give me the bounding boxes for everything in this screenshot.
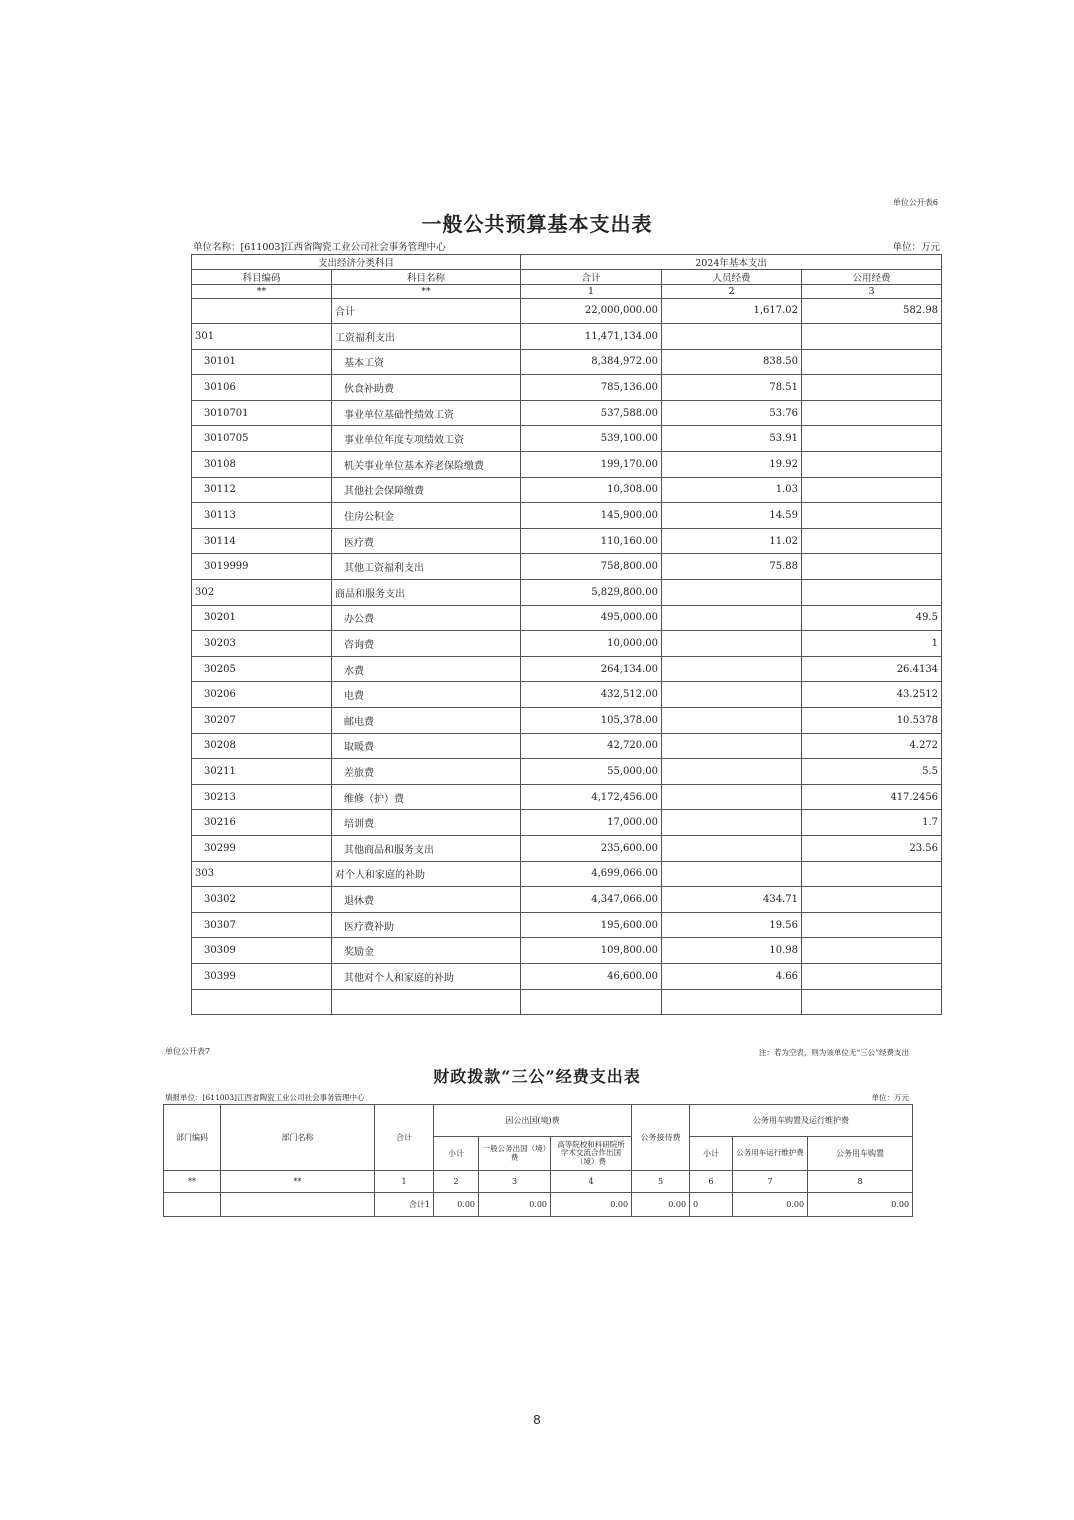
public-cell — [802, 989, 942, 1015]
public-cell — [802, 912, 942, 938]
personnel-cell: 11.02 — [662, 528, 802, 554]
code-cell: 30113 — [192, 503, 332, 529]
t2-header-abroad-group: 因公出国(境)费 — [434, 1105, 632, 1137]
name-cell: 其他商品和服务支出 — [332, 835, 521, 861]
total-cell: 55,000.00 — [521, 759, 662, 785]
personnel-cell — [662, 733, 802, 759]
t2-total-cell: 0.00 — [434, 1193, 479, 1217]
code-cell: 30299 — [192, 835, 332, 861]
t2-header-dept-name: 部门名称 — [221, 1105, 375, 1171]
total-cell: 8,384,972.00 — [521, 349, 662, 375]
public-cell: 5.5 — [802, 759, 942, 785]
table1-unit-name: 单位名称：[611003]江西省陶瓷工业公司社会事务管理中心 — [193, 242, 446, 253]
total-cell: 264,134.00 — [521, 656, 662, 682]
code-cell: 30101 — [192, 349, 332, 375]
table2-unit-name: 填报单位：[611003]江西省陶瓷工业公司社会事务管理中心 — [165, 1093, 365, 1102]
name-cell — [332, 989, 521, 1015]
personnel-cell — [662, 682, 802, 708]
code-cell: 30206 — [192, 682, 332, 708]
t2-index-cell: 4 — [551, 1171, 632, 1193]
name-cell: 医疗费 — [332, 528, 521, 554]
t2-index-cell: 3 — [479, 1171, 551, 1193]
public-cell: 10.5378 — [802, 708, 942, 734]
table-row — [192, 912, 942, 938]
code-cell — [192, 989, 332, 1015]
name-cell: 退休费 — [332, 887, 521, 913]
three-public-expenses-table — [163, 1104, 913, 1217]
total-cell: 785,136.00 — [521, 375, 662, 401]
total-cell: 432,512.00 — [521, 682, 662, 708]
table-row — [192, 477, 942, 503]
total-cell: 4,347,066.00 — [521, 887, 662, 913]
t2-total-cell: 0 — [690, 1193, 733, 1217]
table-row — [192, 375, 942, 401]
public-cell — [802, 375, 942, 401]
total-cell: 46,600.00 — [521, 963, 662, 989]
public-cell — [802, 580, 942, 606]
code-cell: 30208 — [192, 733, 332, 759]
personnel-cell: 78.51 — [662, 375, 802, 401]
t2-header-academic-abroad: 高等院校和科研院所学术交流合作出国（境）费 — [551, 1137, 632, 1171]
personnel-cell — [662, 784, 802, 810]
total-cell: 10,308.00 — [521, 477, 662, 503]
table-row — [192, 580, 942, 606]
index-cell: 2 — [662, 285, 802, 299]
table1-unit: 单位：万元 — [892, 242, 940, 253]
t2-total-cell: 0.00 — [808, 1193, 913, 1217]
t2-total-row — [164, 1193, 913, 1217]
name-cell: 住房公积金 — [332, 503, 521, 529]
table-row — [192, 324, 942, 350]
personnel-cell — [662, 989, 802, 1015]
table-row — [192, 656, 942, 682]
personnel-cell: 1,617.02 — [662, 298, 802, 324]
personnel-cell — [662, 580, 802, 606]
table-row — [192, 452, 942, 478]
personnel-cell: 4.66 — [662, 963, 802, 989]
t2-header-dept-code: 部门编码 — [164, 1105, 221, 1171]
personnel-cell — [662, 759, 802, 785]
personnel-cell: 434.71 — [662, 887, 802, 913]
table-row — [192, 963, 942, 989]
t2-index-row — [164, 1171, 913, 1193]
t2-index-cell: 5 — [632, 1171, 690, 1193]
public-cell: 582.98 — [802, 298, 942, 324]
personnel-cell: 838.50 — [662, 349, 802, 375]
column-header-row — [192, 270, 942, 285]
total-cell: 11,471,134.00 — [521, 324, 662, 350]
total-cell: 42,720.00 — [521, 733, 662, 759]
table-row — [192, 733, 942, 759]
name-cell: 基本工资 — [332, 349, 521, 375]
t2-index-cell: 1 — [375, 1171, 434, 1193]
personnel-cell: 53.91 — [662, 426, 802, 452]
code-cell: 302 — [192, 580, 332, 606]
table-row — [192, 528, 942, 554]
personnel-cell — [662, 861, 802, 887]
index-cell: ** — [332, 285, 521, 299]
name-cell: 机关事业单位基本养老保险缴费 — [332, 452, 521, 478]
name-cell: 其他社会保障缴费 — [332, 477, 521, 503]
name-cell: 邮电费 — [332, 708, 521, 734]
public-cell — [802, 861, 942, 887]
code-cell: 301 — [192, 324, 332, 350]
name-cell: 伙食补助费 — [332, 375, 521, 401]
code-cell: 30307 — [192, 912, 332, 938]
personnel-cell: 75.88 — [662, 554, 802, 580]
name-cell: 其他对个人和家庭的补助 — [332, 963, 521, 989]
name-cell: 医疗费补助 — [332, 912, 521, 938]
public-cell — [802, 528, 942, 554]
public-cell — [802, 349, 942, 375]
table2-note: 注：若为空表，则为该单位无“三公”经费支出 — [758, 1048, 909, 1057]
name-cell: 办公费 — [332, 605, 521, 631]
name-cell: 奖励金 — [332, 938, 521, 964]
public-cell: 23.56 — [802, 835, 942, 861]
t2-header-vehicle-buy: 公务用车购置 — [808, 1137, 913, 1171]
name-cell: 培训费 — [332, 810, 521, 836]
public-cell: 26.4134 — [802, 656, 942, 682]
table-row — [192, 861, 942, 887]
index-cell: ** — [192, 285, 332, 299]
total-cell: 539,100.00 — [521, 426, 662, 452]
name-cell: 商品和服务支出 — [332, 580, 521, 606]
public-cell — [802, 963, 942, 989]
table-row — [192, 938, 942, 964]
name-cell: 电费 — [332, 682, 521, 708]
name-cell: 其他工资福利支出 — [332, 554, 521, 580]
code-cell: 30309 — [192, 938, 332, 964]
code-cell: 303 — [192, 861, 332, 887]
code-cell: 30302 — [192, 887, 332, 913]
code-cell: 30207 — [192, 708, 332, 734]
public-cell — [802, 938, 942, 964]
col-header-public: 公用经费 — [802, 270, 942, 285]
name-cell: 合计 — [332, 298, 521, 324]
public-cell — [802, 400, 942, 426]
group-header-basic-expenditure: 2024年基本支出 — [521, 255, 942, 270]
code-cell: 30108 — [192, 452, 332, 478]
public-cell: 4.272 — [802, 733, 942, 759]
public-cell — [802, 324, 942, 350]
code-cell: 30112 — [192, 477, 332, 503]
name-cell: 取暖费 — [332, 733, 521, 759]
public-cell: 417.2456 — [802, 784, 942, 810]
t2-total-label: 合计1 — [375, 1193, 434, 1217]
table-row — [192, 554, 942, 580]
page-number: 8 — [533, 1412, 541, 1427]
group-header-classification: 支出经济分类科目 — [192, 255, 521, 270]
table-row — [192, 298, 942, 324]
table2-unit: 单位：万元 — [871, 1093, 909, 1102]
table-row — [192, 503, 942, 529]
t2-index-cell: ** — [164, 1171, 221, 1193]
total-cell: 235,600.00 — [521, 835, 662, 861]
t2-header-vehicle-group: 公务用车购置及运行维护费 — [690, 1105, 913, 1137]
total-cell: 195,600.00 — [521, 912, 662, 938]
total-cell: 110,160.00 — [521, 528, 662, 554]
t2-index-cell: 8 — [808, 1171, 913, 1193]
budget-basic-expenditure-table — [191, 254, 942, 1015]
t2-header-row-1 — [164, 1105, 913, 1137]
form-number-6: 单位公开表6 — [892, 198, 938, 207]
t2-total-cell: 0.00 — [632, 1193, 690, 1217]
table1-title: 一般公共预算基本支出表 — [421, 212, 653, 236]
col-header-code: 科目编码 — [192, 270, 332, 285]
t2-index-cell: 2 — [434, 1171, 479, 1193]
t2-header-abroad-subtotal: 小计 — [434, 1137, 479, 1171]
name-cell: 咨询费 — [332, 631, 521, 657]
personnel-cell — [662, 656, 802, 682]
personnel-cell: 14.59 — [662, 503, 802, 529]
total-cell: 199,170.00 — [521, 452, 662, 478]
public-cell: 43.2512 — [802, 682, 942, 708]
total-cell: 145,900.00 — [521, 503, 662, 529]
public-cell: 49.5 — [802, 605, 942, 631]
public-cell — [802, 554, 942, 580]
index-cell: 3 — [802, 285, 942, 299]
total-cell: 537,588.00 — [521, 400, 662, 426]
public-cell — [802, 452, 942, 478]
name-cell: 工资福利支出 — [332, 324, 521, 350]
table-row — [192, 605, 942, 631]
name-cell: 对个人和家庭的补助 — [332, 861, 521, 887]
t2-header-vehicle-subtotal: 小计 — [690, 1137, 733, 1171]
total-cell: 105,378.00 — [521, 708, 662, 734]
table-row — [192, 759, 942, 785]
public-cell: 1 — [802, 631, 942, 657]
group-header-row — [192, 255, 942, 270]
code-cell: 30203 — [192, 631, 332, 657]
code-cell: 30114 — [192, 528, 332, 554]
personnel-cell — [662, 631, 802, 657]
personnel-cell: 1.03 — [662, 477, 802, 503]
t2-total-cell: 0.00 — [551, 1193, 632, 1217]
table-row — [192, 400, 942, 426]
name-cell: 维修（护）费 — [332, 784, 521, 810]
public-cell — [802, 503, 942, 529]
total-cell: 17,000.00 — [521, 810, 662, 836]
name-cell: 事业单位年度专项绩效工资 — [332, 426, 521, 452]
personnel-cell: 53.76 — [662, 400, 802, 426]
t2-header-general-abroad: 一般公务出国（境）费 — [479, 1137, 551, 1171]
table2-title: 财政拨款“三公”经费支出表 — [433, 1067, 641, 1086]
t2-total-cell — [221, 1193, 375, 1217]
personnel-cell — [662, 708, 802, 734]
total-cell: 4,699,066.00 — [521, 861, 662, 887]
public-cell — [802, 477, 942, 503]
form-number-7: 单位公开表7 — [165, 1047, 211, 1056]
name-cell: 差旅费 — [332, 759, 521, 785]
total-cell: 10,000.00 — [521, 631, 662, 657]
personnel-cell: 10.98 — [662, 938, 802, 964]
table-row — [192, 631, 942, 657]
code-cell: 30201 — [192, 605, 332, 631]
t2-index-cell: 7 — [733, 1171, 808, 1193]
code-cell: 3010705 — [192, 426, 332, 452]
table-row — [192, 989, 942, 1015]
code-cell: 30205 — [192, 656, 332, 682]
code-cell: 30216 — [192, 810, 332, 836]
total-cell: 4,172,456.00 — [521, 784, 662, 810]
table-row — [192, 708, 942, 734]
code-cell: 3019999 — [192, 554, 332, 580]
total-cell: 109,800.00 — [521, 938, 662, 964]
code-cell — [192, 298, 332, 324]
name-cell: 事业单位基础性绩效工资 — [332, 400, 521, 426]
personnel-cell — [662, 605, 802, 631]
t2-header-reception: 公务接待费 — [632, 1105, 690, 1171]
code-cell: 30399 — [192, 963, 332, 989]
total-cell: 758,800.00 — [521, 554, 662, 580]
table-row — [192, 810, 942, 836]
t2-index-cell: ** — [221, 1171, 375, 1193]
public-cell — [802, 426, 942, 452]
t2-header-vehicle-run: 公务用车运行维护费 — [733, 1137, 808, 1171]
col-header-personnel: 人员经费 — [662, 270, 802, 285]
t2-total-cell: 0.00 — [733, 1193, 808, 1217]
table-row — [192, 784, 942, 810]
total-cell — [521, 989, 662, 1015]
code-cell: 30211 — [192, 759, 332, 785]
t2-index-cell: 6 — [690, 1171, 733, 1193]
personnel-cell — [662, 810, 802, 836]
personnel-cell — [662, 835, 802, 861]
personnel-cell: 19.92 — [662, 452, 802, 478]
personnel-cell: 19.56 — [662, 912, 802, 938]
code-cell: 30213 — [192, 784, 332, 810]
index-cell: 1 — [521, 285, 662, 299]
total-cell: 22,000,000.00 — [521, 298, 662, 324]
t2-total-cell: 0.00 — [479, 1193, 551, 1217]
col-header-total: 合计 — [521, 270, 662, 285]
index-row — [192, 285, 942, 299]
table-row — [192, 349, 942, 375]
personnel-cell — [662, 324, 802, 350]
t2-total-cell — [164, 1193, 221, 1217]
table-row — [192, 426, 942, 452]
table-row — [192, 835, 942, 861]
public-cell: 1.7 — [802, 810, 942, 836]
col-header-name: 科目名称 — [332, 270, 521, 285]
t2-header-total: 合计 — [375, 1105, 434, 1171]
name-cell: 水费 — [332, 656, 521, 682]
table-row — [192, 887, 942, 913]
total-cell: 5,829,800.00 — [521, 580, 662, 606]
code-cell: 3010701 — [192, 400, 332, 426]
code-cell: 30106 — [192, 375, 332, 401]
total-cell: 495,000.00 — [521, 605, 662, 631]
table-row — [192, 682, 942, 708]
public-cell — [802, 887, 942, 913]
